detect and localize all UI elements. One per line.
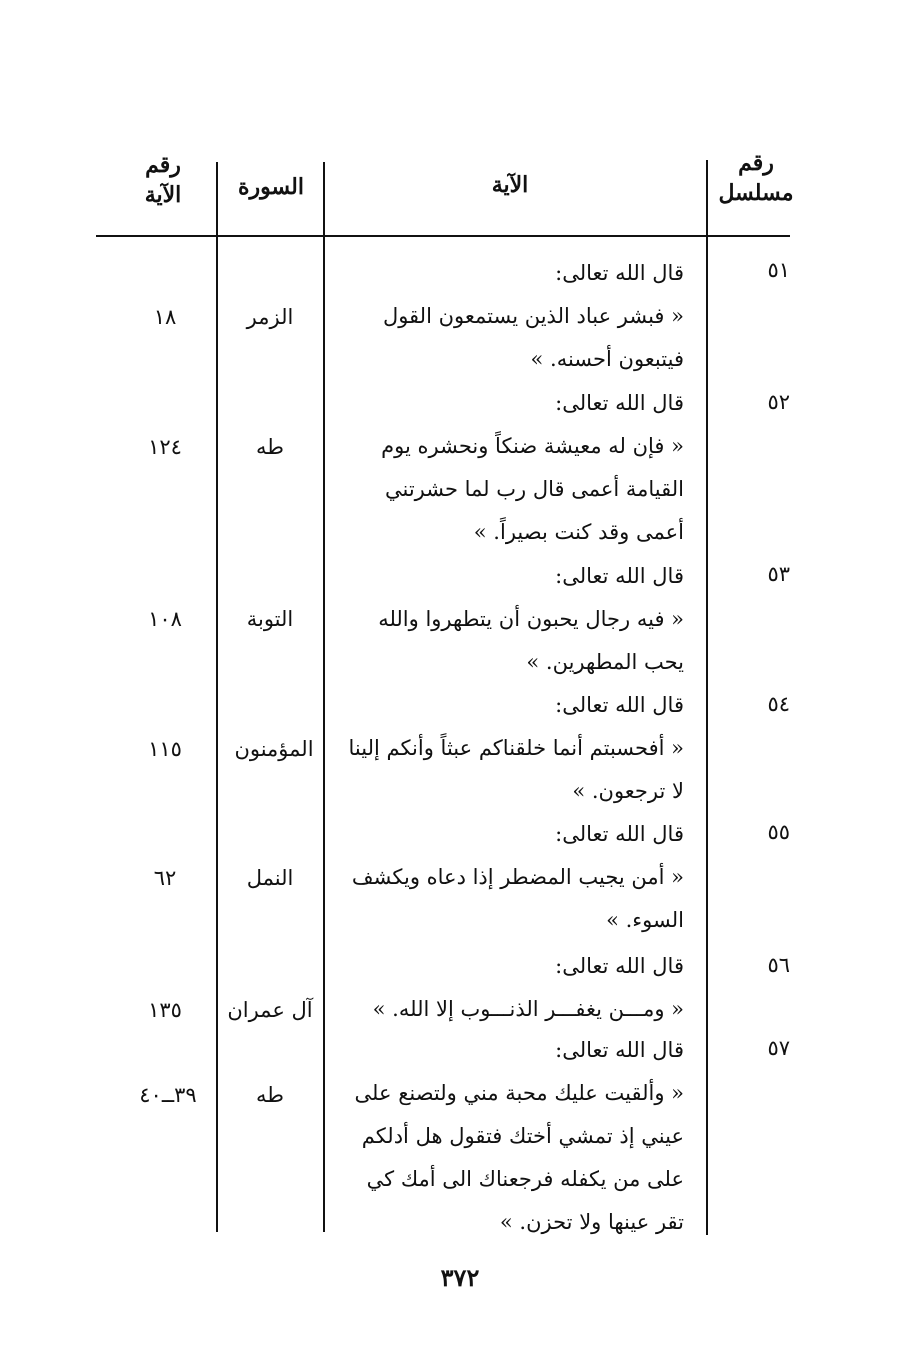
verse-intro: قال الله تعالى: [555,693,684,717]
ayah-number: ١٢٤ [148,435,182,459]
serial-number: ٥٧ [767,1036,790,1060]
ayah-number: ١٨ [153,305,177,329]
surah-name: طه [256,435,284,459]
verse-text: « وألقيت عليك محبة مني ولتصنع على عيني إذ تمشي أختك فتقول هل أدلكم على من يكفله فرجعناك الى أمك كي تقر عينها ولا تحزن. » [354,1081,684,1234]
serial-number: ٥٦ [767,953,790,977]
ayah-number: ١٠٨ [148,607,182,631]
column-divider-serial [706,160,708,1235]
header-ayah-line2: الآية [144,182,182,208]
surah-name: التوبة [246,607,294,631]
header-serial-line2: مسلسل [718,180,794,206]
header-ayah-line1: رقم [145,152,181,178]
verse-text: « أفحسبتم أنما خلقناكم عبثاً وأنكم إلينا لا ترجعون. » [348,736,684,803]
serial-number: ٥٢ [767,390,790,414]
verse-text: « فإن له معيشة ضنكاً ونحشره يوم القيامة أعمى قال رب لما حشرتني أعمى وقد كنت بصيراً. » [381,434,684,544]
surah-name: الزمر [246,305,294,329]
header-verse: الآية [491,172,529,198]
ayah-number: ١٣٥ [148,998,182,1022]
column-divider-verse [323,162,325,1232]
header-serial-line1: رقم [738,150,774,176]
serial-number: ٥٥ [767,820,790,844]
ayah-number: ١١٥ [148,737,182,761]
header-surah: السورة [238,174,304,200]
serial-number: ٥١ [767,258,790,282]
verse-intro: قال الله تعالى: [555,261,684,285]
surah-name: طه [256,1083,284,1107]
header-serial [716,148,796,208]
serial-number: ٥٣ [767,562,790,586]
verse-intro: قال الله تعالى: [555,954,684,978]
verse-text: « ومـــن يغفـــر الذنـــوب إلا الله. » [372,997,684,1021]
verse-text: « فيه رجال يحبون أن يتطهروا والله يحب المطهرين. » [378,607,684,674]
surah-name: آل عمران [227,998,313,1022]
verse-text: « أمن يجيب المضطر إذا دعاه ويكشف السوء. » [351,865,684,932]
surah-name: النمل [246,866,294,890]
ayah-number: ٣٩ــ٤٠ [139,1083,197,1107]
verse-text: « فبشر عباد الذين يستمعون القول فيتبعون أحسنه. » [382,304,684,371]
verse-intro: قال الله تعالى: [555,822,684,846]
page-number: ٣٧٢ [440,1263,480,1292]
serial-number: ٥٤ [767,692,790,716]
surah-name: المؤمنون [234,737,314,761]
verse-intro: قال الله تعالى: [555,1038,684,1062]
header-ayah-number [118,150,208,210]
header-rule [96,235,790,237]
verse-intro: قال الله تعالى: [555,564,684,588]
ayah-number: ٦٢ [153,866,177,890]
column-divider-surah [216,162,218,1232]
verse-intro: قال الله تعالى: [555,391,684,415]
